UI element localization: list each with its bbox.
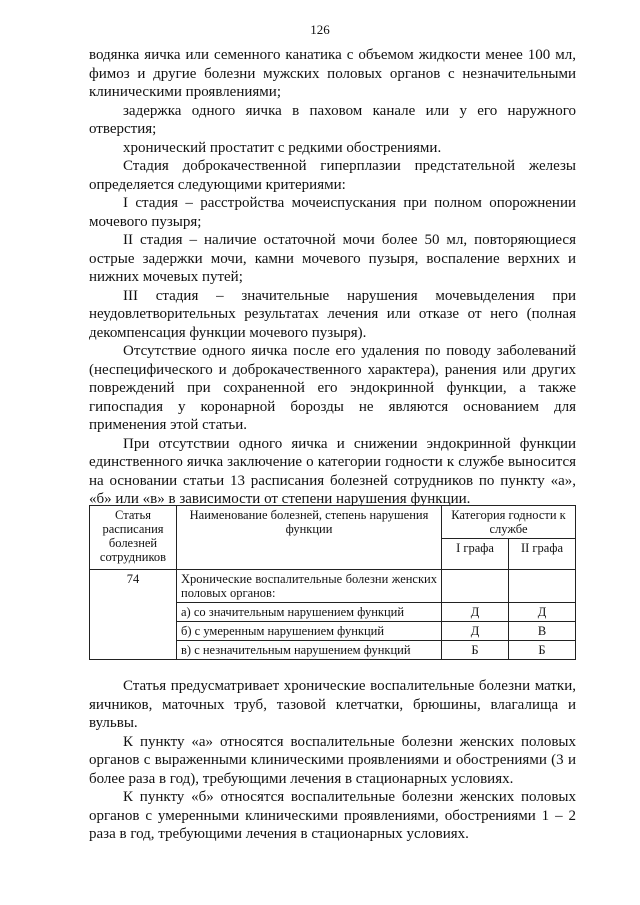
body-text-bottom: [89, 677, 576, 844]
category-g1: Б: [442, 641, 509, 660]
paragraph: Стадия доброкачественной гиперплазии предстательной железы определяется следующими критериями:: [89, 158, 576, 193]
category-g1: Д: [442, 603, 509, 622]
fitness-category-table: [89, 505, 576, 660]
page-number: 126: [310, 22, 330, 37]
disease-item: а) со значительным нарушением функций: [177, 603, 442, 622]
header-col1: I графа: [442, 539, 509, 570]
paragraph: Отсутствие одного яичка после его удаления по поводу заболеваний (неспецифического и доброкачественного характера), ранения или других повреждений при сохраненной его эндокринной функции, а также гипоспадия у коронарной борозды не являются основанием для применения этой статьи.: [89, 343, 576, 433]
table-row: [90, 570, 576, 603]
header-article: Статья расписания болезней сотрудников: [90, 506, 177, 570]
paragraph: водянка яичка или семенного канатика с объемом жидкости менее 100 мл, фимоз и другие болезни мужских половых органов с незначительными клиническими проявлениями;: [89, 47, 576, 100]
paragraph: задержка одного яичка в паховом канале или у его наружного отверстия;: [89, 102, 576, 137]
paragraph: I стадия – расстройства мочеиспускания при полном опорожнении мочевого пузыря;: [89, 195, 576, 230]
disease-item: в) с незначительным нарушением функций: [177, 641, 442, 660]
paragraph: К пункту «б» относятся воспалительные болезни женских половых органов с умеренными клиническими проявлениями, обострениями 1 – 2 раза в год, требующими лечения в стационарных условиях.: [89, 789, 576, 842]
category-g2: В: [509, 622, 576, 641]
category-g2: Д: [509, 603, 576, 622]
disease-title: Хронические воспалительные болезни женских половых органов:: [177, 570, 442, 603]
header-col2: II графа: [509, 539, 576, 570]
article-number: 74: [90, 570, 177, 660]
category-g1: Д: [442, 622, 509, 641]
disease-item: б) с умеренным нарушением функций: [177, 622, 442, 641]
paragraph: Статья предусматривает хронические воспалительные болезни матки, яичников, маточных труб, тазовой клетчатки, брюшины, влагалища и вульвы.: [89, 678, 576, 731]
paragraph: II стадия – наличие остаточной мочи более 50 мл, повторяющиеся острые задержки мочи, камни мочевого пузыря, воспаление верхних и нижних мочевых путей;: [89, 232, 576, 285]
paragraph: III стадия – значительные нарушения мочевыделения при неудовлетворительных результатах лечения или отказе от него (полная декомпенсация функции мочевого пузыря).: [89, 287, 576, 341]
paragraph: хронический простатит с редкими обострениями.: [123, 139, 442, 156]
category-g2: Б: [509, 641, 576, 660]
paragraph: При отсутствии одного яичка и снижении эндокринной функции единственного яичка заключение о категории годности к службе выносится на основании статьи 13 расписания болезней сотрудников по пункту «а», «б» или «в» в зависимости от степени нарушения функции.: [89, 435, 576, 507]
header-category: Категория годности к службе: [442, 506, 576, 539]
paragraph: К пункту «а» относятся воспалительные болезни женских половых органов с выраженными клиническими проявлениями и обострениями (3 и более раза в год), требующими лечения в стационарных условиях.: [89, 733, 576, 787]
table-header-row: [90, 506, 576, 539]
header-disease-name: Наименование болезней, степень нарушения функции: [177, 506, 442, 570]
body-text-top: [89, 46, 576, 509]
